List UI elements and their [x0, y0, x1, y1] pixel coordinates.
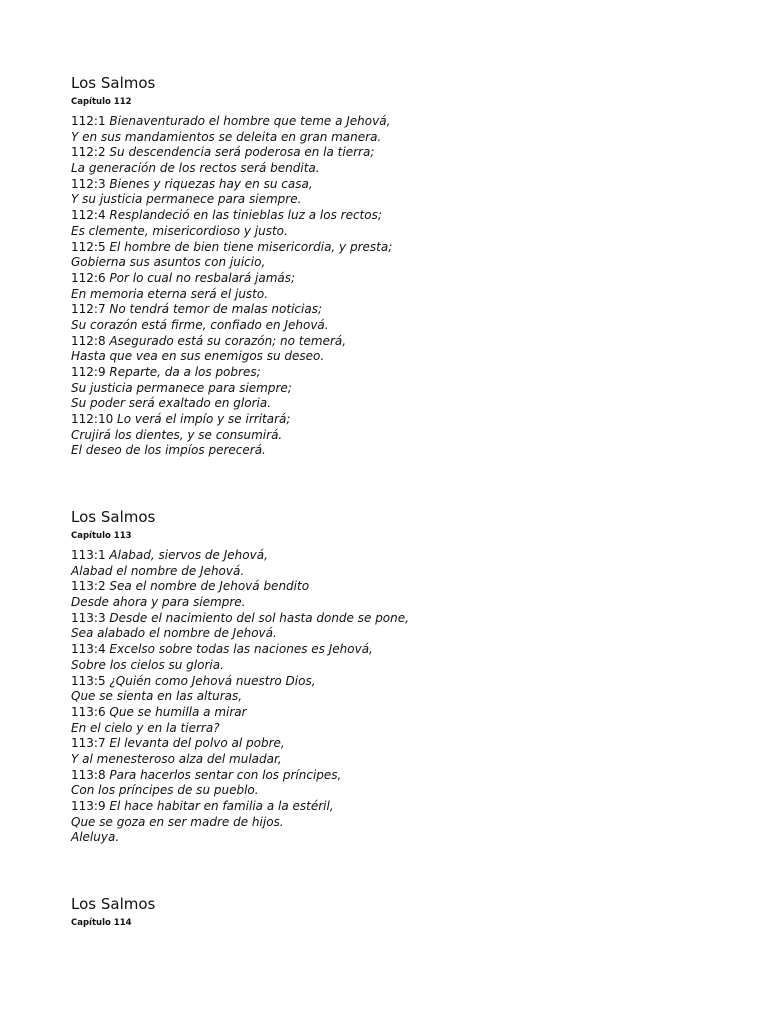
- verse-text: No tendrá temor de malas noticias;: [109, 302, 322, 317]
- verse-reference: 112:9: [71, 365, 110, 379]
- verse-text: Resplandeció en las tinieblas luz a los rectos;: [109, 208, 382, 223]
- chapter-label: Capítulo 114: [71, 918, 132, 928]
- verse-reference: 113:7: [71, 736, 110, 751]
- verse-reference: 112:7: [71, 302, 110, 317]
- verse-line: [71, 145, 731, 161]
- verse-line: [71, 412, 731, 428]
- verse-list: [71, 548, 731, 846]
- verse-list: [71, 114, 731, 459]
- verse-line: [71, 443, 731, 459]
- verse-line: [71, 302, 731, 318]
- verse-text: Es clemente, misericordioso y justo.: [71, 223, 288, 238]
- verse-reference: 112:4: [71, 208, 110, 223]
- verse-text: El deseo de los impíos perecerá.: [71, 443, 266, 458]
- verse-text: Que se goza en ser madre de hijos.: [71, 814, 284, 829]
- verse-line: [71, 548, 731, 564]
- verse-line: [71, 626, 731, 642]
- verse-text: Reparte, da a los pobres;: [109, 365, 261, 379]
- verse-line: [71, 396, 731, 412]
- verse-text: Sobre los cielos su gloria.: [71, 657, 224, 672]
- verse-line: [71, 689, 731, 705]
- verse-reference: 112:8: [71, 333, 110, 348]
- verse-text: Sea alabado el nombre de Jehová.: [71, 626, 277, 641]
- verse-text: Desde ahora y para siempre.: [71, 595, 246, 610]
- verse-reference: 113:9: [71, 799, 110, 813]
- verse-text: Bienaventurado el hombre que teme a Jehová,: [109, 114, 391, 128]
- verse-reference: 112:10: [71, 412, 118, 427]
- verse-text: Su descendencia será poderosa en la tierra;: [109, 145, 375, 160]
- verse-line: [71, 192, 731, 208]
- verse-reference: 113:8: [71, 767, 110, 782]
- psalm-section-113: [71, 508, 731, 846]
- verse-text: Por lo cual no resbalará jamás;: [109, 270, 296, 285]
- verse-text: Crujirá los dientes, y se consumirá.: [71, 427, 283, 442]
- verse-line: [71, 318, 731, 334]
- verse-reference: 113:6: [71, 704, 110, 719]
- verse-reference: 113:2: [71, 579, 110, 594]
- verse-line: [71, 208, 731, 224]
- verse-line: [71, 783, 731, 799]
- verse-text: Con los príncipes de su pueblo.: [71, 783, 259, 798]
- verse-line: [71, 642, 731, 658]
- verse-line: [71, 611, 731, 627]
- verse-text: La generación de los rectos será bendita.: [71, 161, 320, 176]
- verse-text: Que se humilla a mirar: [109, 704, 247, 719]
- verse-text: ¿Quién como Jehová nuestro Dios,: [109, 673, 316, 688]
- verse-text: Su justicia permanece para siempre;: [71, 380, 292, 395]
- verse-line: [71, 271, 731, 287]
- chapter-label: Capítulo 112: [71, 97, 132, 107]
- verse-text: Y al menesteroso alza del muladar,: [71, 751, 282, 766]
- verse-line: [71, 721, 731, 737]
- verse-text: Alabad, siervos de Jehová,: [109, 548, 268, 562]
- verse-text: En el cielo y en la tierra?: [71, 720, 220, 735]
- verse-text: Y en sus mandamientos se deleita en gran manera.: [71, 129, 382, 144]
- verse-line: [71, 381, 731, 397]
- verse-line: [71, 365, 731, 381]
- verse-line: [71, 240, 731, 256]
- chapter-label: Capítulo 113: [71, 531, 132, 541]
- book-title: Los Salmos: [71, 74, 156, 92]
- verse-line: [71, 799, 731, 815]
- verse-text: En memoria eterna será el justo.: [71, 286, 269, 301]
- verse-line: [71, 705, 731, 721]
- verse-line: [71, 579, 731, 595]
- verse-reference: 112:1: [71, 114, 110, 128]
- book-title: Los Salmos: [71, 895, 156, 913]
- verse-text: Asegurado está su corazón; no temerá,: [109, 333, 347, 348]
- verse-text: El levanta del polvo al pobre,: [109, 736, 285, 751]
- verse-reference: 112:2: [71, 145, 110, 160]
- verse-text: Aleluya.: [71, 830, 120, 845]
- verse-text: Bienes y riquezas hay en su casa,: [109, 176, 313, 191]
- verse-text: Alabad el nombre de Jehová.: [71, 563, 245, 578]
- verse-line: [71, 595, 731, 611]
- verse-line: [71, 177, 731, 193]
- verse-line: [71, 815, 731, 831]
- verse-line: [71, 130, 731, 146]
- verse-line: [71, 287, 731, 303]
- verse-text: Excelso sobre todas las naciones es Jehová,: [109, 642, 373, 657]
- verse-text: Hasta que vea en sus enemigos su deseo.: [71, 349, 325, 364]
- verse-text: Lo verá el impío y se irritará;: [117, 412, 291, 427]
- verse-text: Su corazón está firme, confiado en Jehová.: [71, 317, 329, 332]
- verse-text: Gobierna sus asuntos con juicio,: [71, 255, 266, 270]
- verse-line: [71, 224, 731, 240]
- verse-line: [71, 564, 731, 580]
- verse-text: Desde el nacimiento del sol hasta donde se pone,: [109, 610, 409, 625]
- verse-text: Y su justicia permanece para siempre.: [71, 192, 302, 207]
- verse-reference: 113:5: [71, 673, 110, 688]
- verse-reference: 112:5: [71, 239, 110, 254]
- verse-text: El hace habitar en familia a la estéril,: [109, 799, 334, 813]
- verse-line: [71, 736, 731, 752]
- verse-line: [71, 255, 731, 271]
- verse-line: [71, 334, 731, 350]
- verse-reference: 112:3: [71, 176, 110, 191]
- verse-reference: 113:3: [71, 610, 110, 625]
- verse-line: [71, 674, 731, 690]
- verse-line: [71, 830, 731, 846]
- verse-line: [71, 752, 731, 768]
- verse-line: [71, 349, 731, 365]
- verse-line: [71, 114, 731, 130]
- verse-line: [71, 658, 731, 674]
- psalm-section-112: [71, 74, 731, 459]
- verse-reference: 112:6: [71, 270, 110, 285]
- verse-text: Su poder será exaltado en gloria.: [71, 396, 272, 411]
- verse-line: [71, 161, 731, 177]
- verse-text: Sea el nombre de Jehová bendito: [109, 579, 310, 594]
- verse-text: Que se sienta en las alturas,: [71, 689, 243, 704]
- verse-reference: 113:1: [71, 548, 110, 562]
- psalm-section-114: [71, 895, 731, 935]
- verse-text: El hombre de bien tiene misericordia, y presta;: [109, 239, 393, 254]
- book-title: Los Salmos: [71, 508, 156, 526]
- verse-line: [71, 428, 731, 444]
- verse-text: Para hacerlos sentar con los príncipes,: [109, 767, 342, 782]
- verse-line: [71, 768, 731, 784]
- verse-reference: 113:4: [71, 642, 110, 657]
